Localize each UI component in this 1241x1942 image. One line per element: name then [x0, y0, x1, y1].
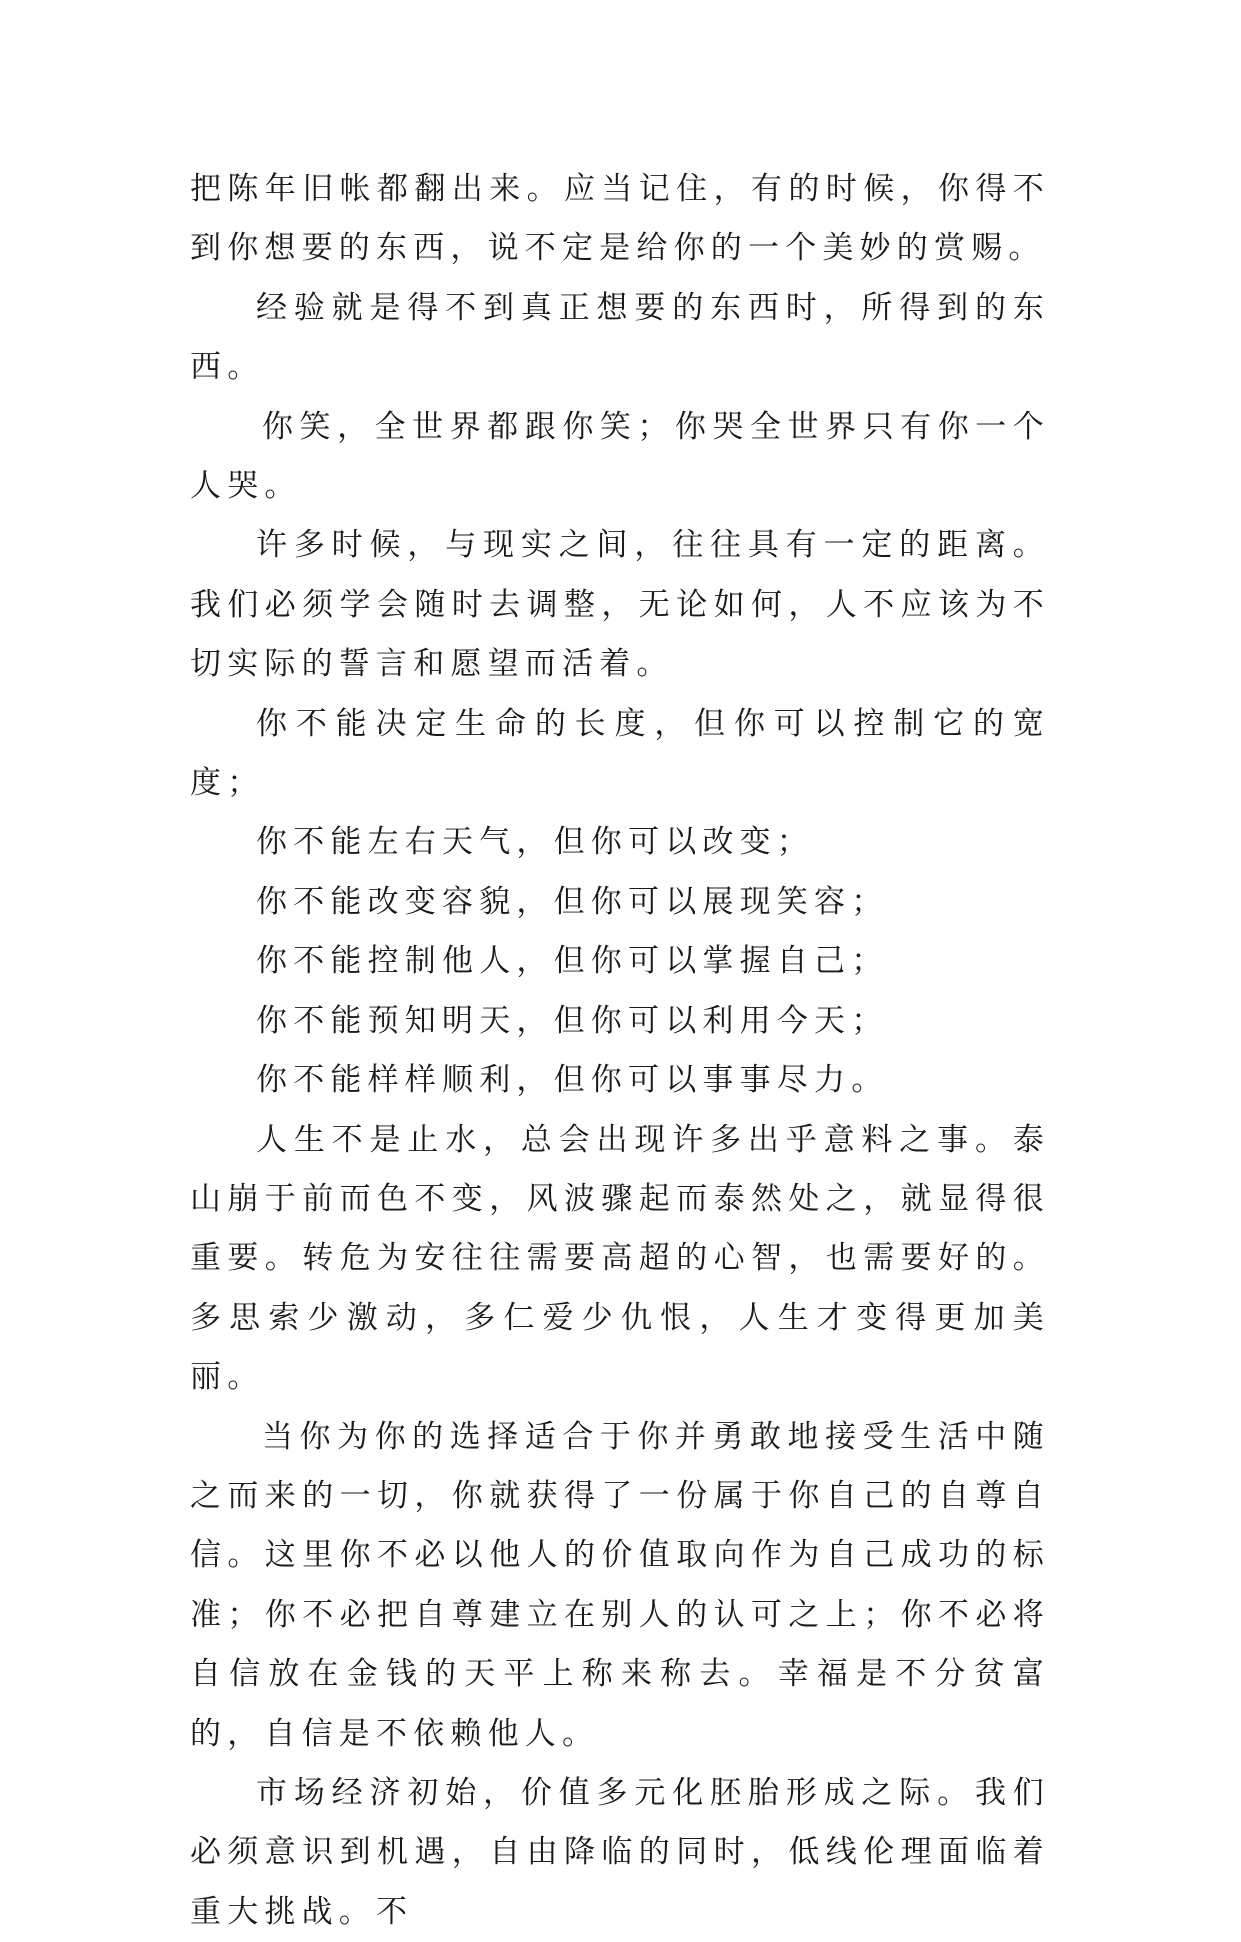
paragraph: 你不能左右天气，但你可以改变； — [256, 824, 814, 861]
paragraph: 经验就是得不到真正想要的东西时，所得到的东西。 — [190, 289, 1050, 386]
paragraph: 市场经济初始，价值多元化胚胎形成之际。我们必须意识到机遇，自由降临的同时，低线伦理面临着重大挑战。不 — [190, 1774, 1050, 1930]
paragraph: 你不能决定生命的长度，但你可以控制它的宽度； — [190, 705, 1050, 802]
paragraph: 你不能控制他人，但你可以掌握自己； — [256, 943, 889, 980]
paragraph: 当你为你的选择适合于你并勇敢地接受生活中随之而来的一切，你就获得了一份属于你自己的自尊自信。这里你不必以他人的价值取向作为自己成功的标准；你不必把自尊建立在别人的认可之上；你不必将自信放在金钱的天平上称来称去。幸福是不分贫富的，自信是不依赖他人。 — [190, 1418, 1050, 1752]
paragraph: 许多时候，与现实之间，往往具有一定的距离。我们必须学会随时去调整，无论如何，人不应该为不切实际的誓言和愿望而活着。 — [190, 527, 1050, 683]
paragraph: 你不能样样顺利，但你可以事事尽力。 — [256, 1062, 889, 1099]
paragraph: 人生不是止水，总会出现许多出乎意料之事。泰山崩于前而色不变，风波骤起而泰然处之，就显得很重要。转危为安往往需要高超的心智，也需要好的。多思索少激动，多仁爱少仇恨，人生才变得更加美丽。 — [190, 1121, 1050, 1396]
paragraph: 你不能预知明天，但你可以利用今天； — [256, 1002, 889, 1039]
paragraph-continued: 把陈年旧帐都翻出来。应当记住，有的时候，你得不到你想要的东西，说不定是给你的一个美妙的赏赐。 — [190, 171, 1050, 267]
paragraph: 你不能改变容貌，但你可以展现笑容； — [256, 883, 889, 920]
paragraph: 你笑，全世界都跟你笑；你哭全世界只有你一个人哭。 — [190, 408, 1050, 505]
document-body — [190, 160, 1050, 1942]
